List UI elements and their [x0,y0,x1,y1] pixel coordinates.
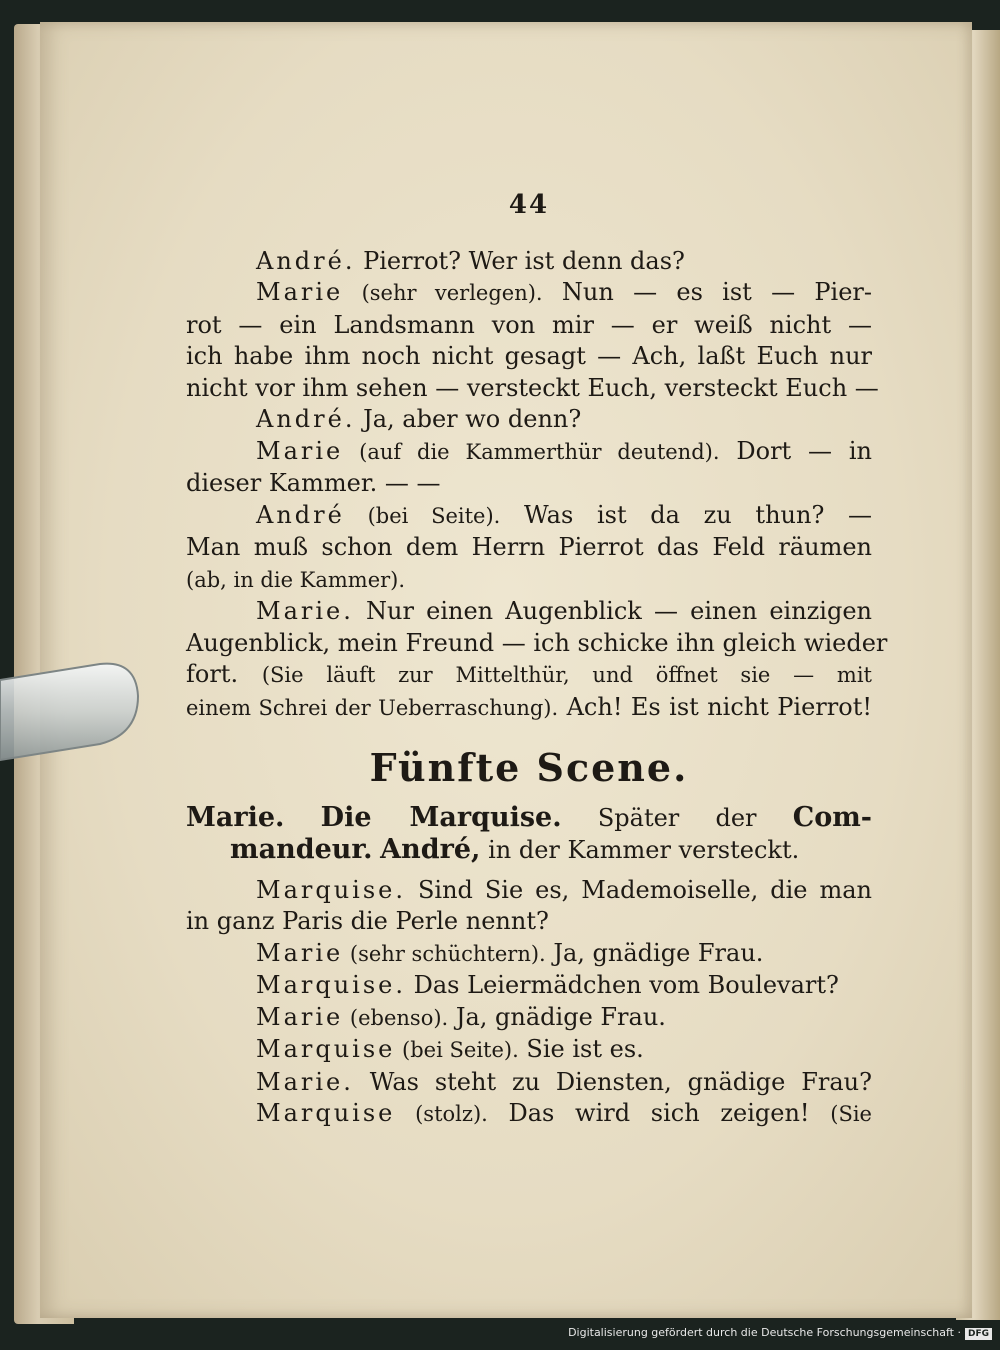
text-line [186,938,872,971]
dialogue-text: nicht vor ihm sehen — versteckt Euch, versteckt Euch — [186,373,879,402]
cast-line-1 [186,802,872,835]
dialogue-text: Sind Sie es, Mademoiselle, die man [406,875,872,904]
stage-direction: (bei Seite). [395,1038,519,1062]
cast-text: Später der [597,803,757,832]
stage-direction: (auf die Kammerthür deutend). [343,439,720,464]
text-line [186,310,872,342]
dialogue-text: Augenblick, mein Freund — ich schicke ihn gleich wieder [186,628,888,657]
text-line [186,628,888,660]
cast-name: mandeur. [230,834,373,865]
page-content [186,190,888,1131]
text-line [186,1098,872,1131]
text-line [186,692,872,725]
footer-credit [568,1326,992,1340]
dialogue-text: in ganz Paris die Perle nennt? [186,907,549,935]
footer-text: Digitalisierung gefördert durch die Deutsche Forschungsgemeinschaft · [568,1326,961,1339]
text-line [186,596,872,628]
text-line [186,436,872,469]
speaker-name: Marie [256,938,344,967]
stage-direction: (ab, in die Kammer). [186,567,406,592]
text-line [186,246,872,278]
speaker-name: Marquise [256,1099,396,1127]
dialogue-text: Das Leiermädchen vom Boulevart? [406,971,839,999]
text-line [186,532,872,564]
cast-list [186,802,872,867]
text-line [186,875,872,907]
dialogue-text: rot — ein Landsmann von mir — er weiß nicht — [186,310,872,339]
dialogue-text: ich habe ihm noch nicht gesagt — Ach, laßt Euch nur [186,342,872,370]
text-line [186,970,872,1002]
text-line [186,468,872,500]
cast-text: in der Kammer versteckt. [488,836,800,864]
dialogue-text: Ja, aber wo denn? [355,405,582,433]
cast-name: Die Marquise. [320,801,562,833]
stage-direction: (Sie [830,1102,872,1126]
dialogue-text: Nur einen Augenblick — einen einzigen [353,597,872,625]
text-line [186,373,879,405]
cast-line-2 [186,834,872,867]
speaker-name: Marie [256,436,344,465]
cast-name: Marie. [186,801,285,833]
dialogue-text: dieser Kammer. — — [186,469,441,497]
cast-name: Com- [792,801,872,833]
speaker-name: Marie [256,278,344,306]
dialogue-text: Das wird sich zeigen! [487,1099,831,1127]
speaker-name: André [256,500,345,529]
speaker-name: Marie [256,1002,344,1031]
dialogue-text: Ja, gnädige Frau. [545,938,764,967]
text-line [186,906,872,938]
text-line [186,1067,872,1099]
dialogue-text: Dort — in [719,436,873,465]
dialogue-text: Was ist da zu thun? — [500,500,872,529]
text-line [186,341,872,373]
stage-direction: (sehr schüchtern). [343,941,546,966]
dfg-logo: DFG [965,1328,992,1340]
dialogue-block-2 [186,875,872,1131]
dialogue-text: Man muß schon dem Herrn Pierrot das Feld räumen [186,533,872,561]
dialogue-text: fort. [186,660,262,688]
speaker-name: Marquise. [256,875,406,904]
scene-heading: Fünfte Scene. [369,745,689,790]
plastic-clip [0,662,140,762]
dialogue-text: Was steht zu Diensten, gnädige Frau? [353,1067,872,1096]
stage-direction: (sehr verlegen). [343,281,543,305]
dialogue-text: Sie ist es. [518,1035,644,1063]
speaker-name: André. [256,246,356,275]
speaker-name: Marquise [256,1035,396,1063]
text-line [186,1034,872,1067]
dialogue-block-1 [186,246,888,725]
stage-direction: (ebenso). [343,1005,449,1030]
dialogue-text: Ach! Es ist nicht Pierrot! [558,692,872,721]
speaker-name: André. [256,405,356,433]
speaker-name: Marie. [256,597,354,625]
page-number: 44 [508,190,550,220]
speaker-name: Marquise. [256,971,406,999]
speaker-name: Marie. [256,1067,354,1096]
dialogue-text: Pierrot? Wer ist denn das? [355,246,685,275]
text-line [186,500,872,533]
text-line [186,277,872,310]
stage-direction: (stolz). [395,1102,488,1126]
text-line [186,1002,872,1035]
stage-direction: einem Schrei der Ueberraschung). [186,695,559,720]
stage-direction: (bei Seite). [344,503,501,528]
dialogue-text: Nun — es ist — Pier- [542,278,872,306]
text-line [186,404,872,436]
text-line [186,659,872,692]
cast-name: André, [380,834,481,865]
dialogue-text: Ja, gnädige Frau. [448,1002,666,1031]
text-line [186,564,872,597]
stage-direction: (Sie läuft zur Mittelthür, und öffnet sie — mit [261,663,872,687]
